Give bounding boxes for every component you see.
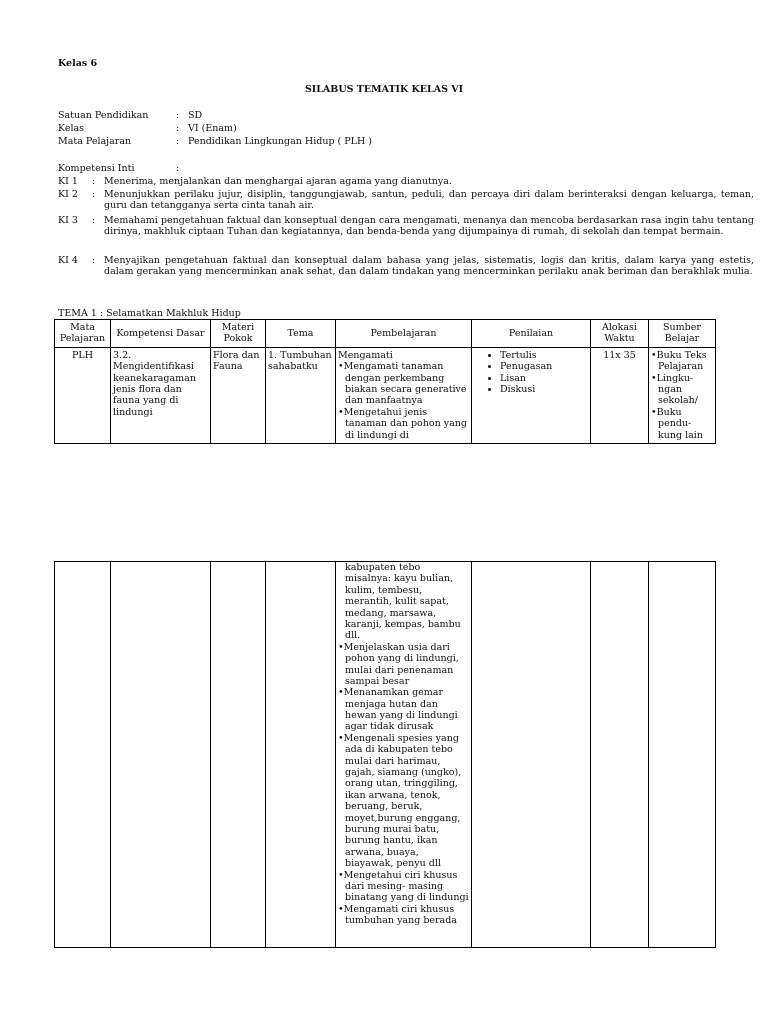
list-item-text: Mengetahui jenis tanaman dan pohon yang di lindungi di <box>343 406 467 441</box>
list-item: • Tertulis <box>500 350 588 361</box>
ki-colon: : <box>92 176 96 187</box>
header-penilaian: Penilaian <box>472 320 591 348</box>
ki-colon: : <box>92 255 96 266</box>
cell-mata-pelajaran <box>55 562 111 948</box>
pembelajaran-continuation: kabupaten tebo misalnya: kayu bulian, kulim, tembesu, merantih, kulit sapat, medang, marsawa, karanji, kempas, bambu dll. <box>345 562 461 642</box>
class-label: Kelas 6 <box>58 58 98 69</box>
header-tema: Tema <box>266 320 336 348</box>
list-item: •Mengenali spesies yang ada di kabupaten tebo mulai dari harimau, gajah, siamang (ungko), orang utan, tringgiling, ikan arwana, tenok, beruang, beruk, moyet,burung enggang, burung murai batu, burung hantu, ikan arwana, buaya, biayawak, penyu dll <box>338 732 462 870</box>
header-pembelajaran: Pembelajaran <box>336 320 472 348</box>
list-item: • Lisan <box>500 373 588 384</box>
syllabus-table-top <box>54 319 716 444</box>
list-item: • Penugasan <box>500 361 588 372</box>
header-kompetensi-dasar: Kompetensi Dasar <box>111 320 211 348</box>
cell-kompetensi-dasar: 3.2. Mengidentifikasi keanekaragaman jenis flora dan fauna yang di lindungi <box>111 347 211 443</box>
list-item-text: Buku pendu-kung lain <box>656 406 703 441</box>
list-item: •Mengamati tanaman dengan perkembang biakan secara generative dan manfaatnya <box>338 361 467 407</box>
cell-pembelajaran <box>336 347 472 443</box>
list-item-text: Mengetahui ciri khusus dari mesing- masing binatang yang di lindungi <box>343 869 469 904</box>
list-item: •Buku Teks Pelajaran <box>651 349 707 373</box>
ki-number: KI 3 <box>58 215 78 226</box>
cell-pembelajaran <box>336 562 472 948</box>
list-item: •Buku pendu-kung lain <box>651 406 703 441</box>
header-sumber-belajar: Sumber Belajar <box>649 320 716 348</box>
identity-colon: : <box>176 123 180 134</box>
table-row <box>55 347 716 443</box>
penilaian-list <box>474 350 588 396</box>
list-item-text: Menjelaskan usia dari pohon yang di lindungi, mulai dari penenaman sampai besar <box>343 641 459 687</box>
identity-value: VI (Enam) <box>188 123 237 134</box>
pembelajaran-list <box>338 642 469 927</box>
kompetensi-inti-label: Kompetensi Inti <box>58 163 135 174</box>
list-item: • Diskusi <box>500 384 588 395</box>
cell-tema: 1. Tumbuhan sahabatku <box>266 347 336 443</box>
cell-alokasi-waktu: 11x 35 <box>591 347 649 443</box>
document-title: SILABUS TEMATIK KELAS VI <box>304 84 464 95</box>
cell-mata-pelajaran: PLH <box>55 347 111 443</box>
identity-value: SD <box>188 110 203 121</box>
cell-tema <box>266 562 336 948</box>
cell-sumber-belajar <box>649 562 716 948</box>
ki-number: KI 1 <box>58 176 78 187</box>
list-item: •Menjelaskan usia dari pohon yang di lindungi, mulai dari penenaman sampai besar <box>338 641 459 687</box>
tema-heading: TEMA 1 : Selamatkan Makhluk Hidup <box>58 308 241 319</box>
ki-item-1 <box>58 176 718 189</box>
list-item-text: Lingku-ngan sekolah/ <box>656 372 698 407</box>
identity-label: Kelas <box>58 123 85 134</box>
ki-number: KI 2 <box>58 189 78 200</box>
cell-alokasi-waktu <box>591 562 649 948</box>
identity-colon: : <box>176 136 180 147</box>
ki-text: Menunjukkan perilaku jujur, disiplin, tanggungjawab, santun, peduli, dan percaya diri dalam berinteraksi dengan keluarga, teman, guru dan tetangganya serta cinta tanah air. <box>104 189 754 212</box>
identity-label: Mata Pelajaran <box>58 136 132 147</box>
list-item-text: Mengenali spesies yang ada di kabupaten tebo mulai dari harimau, gajah, siamang (ungko), orang utan, tringgiling, ikan arwana, tenok, beruang, beruk, moyet,burung enggang, burung murai batu, burung hantu, ikan arwana, buaya, biayawak, penyu dll <box>343 732 462 870</box>
list-item: •Mengetahui ciri khusus dari mesing- masing binatang yang di lindungi <box>338 869 469 904</box>
identity-value: Pendidikan Lingkungan Hidup ( PLH ) <box>188 136 372 147</box>
pembelajaran-list <box>338 361 469 441</box>
ki-item-4 <box>58 255 754 295</box>
cell-penilaian <box>472 562 591 948</box>
list-item: •Menanamkan gemar menjaga hutan dan hewan yang di lindungi agar tidak dirusak <box>338 687 458 733</box>
ki-text: Memahami pengetahuan faktual dan konseptual dengan cara mengamati, menanya dan mencoba berdasarkan rasa ingin tahu tentang dirinya, makhluk ciptaan Tuhan dan kegiatannya, dan benda-benda yang dijumpainya di rumah, di sekolah dan tempat bermain. <box>104 215 755 238</box>
cell-kompetensi-dasar <box>111 562 211 948</box>
table-header-row <box>55 320 716 348</box>
cell-materi-pokok: Flora dan Fauna <box>211 347 266 443</box>
ki-text: Menerima, menjalankan dan menghargai ajaran agama yang dianutnya. <box>104 176 452 187</box>
identity-row-kelas <box>58 123 718 135</box>
header-materi-pokok: Materi Pokok <box>211 320 266 348</box>
ki-colon: : <box>92 189 96 200</box>
cell-materi-pokok <box>211 562 266 948</box>
ki-number: KI 4 <box>58 255 78 266</box>
list-item: •Lingku-ngan sekolah/ <box>651 372 698 407</box>
identity-row-satuan <box>58 110 718 122</box>
sumber-list <box>651 350 713 441</box>
identity-label: Satuan Pendidikan <box>58 110 149 121</box>
kompetensi-inti-colon: : <box>176 163 180 174</box>
cell-sumber-belajar <box>649 347 716 443</box>
ki-colon: : <box>92 215 96 226</box>
ki-item-3 <box>58 215 755 255</box>
identity-row-mapel <box>58 136 718 148</box>
identity-colon: : <box>176 110 180 121</box>
table-row <box>55 562 716 948</box>
list-item-text: Menanamkan gemar menjaga hutan dan hewan yang di lindungi agar tidak dirusak <box>343 687 458 733</box>
header-mata-pelajaran: Mata Pelajaran <box>55 320 111 348</box>
list-item-text: Mengamati tanaman dengan perkembang biakan secara generative dan manfaatnya <box>343 361 467 407</box>
cell-penilaian <box>472 347 591 443</box>
pembelajaran-heading: Mengamati <box>338 349 393 361</box>
ki-text: Menyajikan pengetahuan faktual dan konseptual dalam bahasa yang jelas, sistematis, logis dan kritis, dalam karya yang estetis, dalam gerakan yang mencerminkan anak sehat, dan dalam tindakan yang mencerminkan perilaku anak beriman dan berakhlak mulia. <box>104 255 754 278</box>
list-item-text: Buku Teks Pelajaran <box>656 349 707 373</box>
list-item: •Mengetahui jenis tanaman dan pohon yang di lindungi di <box>338 406 467 441</box>
kompetensi-inti-heading <box>58 163 718 175</box>
list-item-text: Mengamati ciri khusus tumbuhan yang berada <box>343 903 457 927</box>
list-item: •Mengamati ciri khusus tumbuhan yang berada <box>338 903 457 927</box>
syllabus-table-continued <box>54 561 716 948</box>
ki-item-2 <box>58 189 754 215</box>
header-alokasi-waktu: Alokasi Waktu <box>591 320 649 348</box>
